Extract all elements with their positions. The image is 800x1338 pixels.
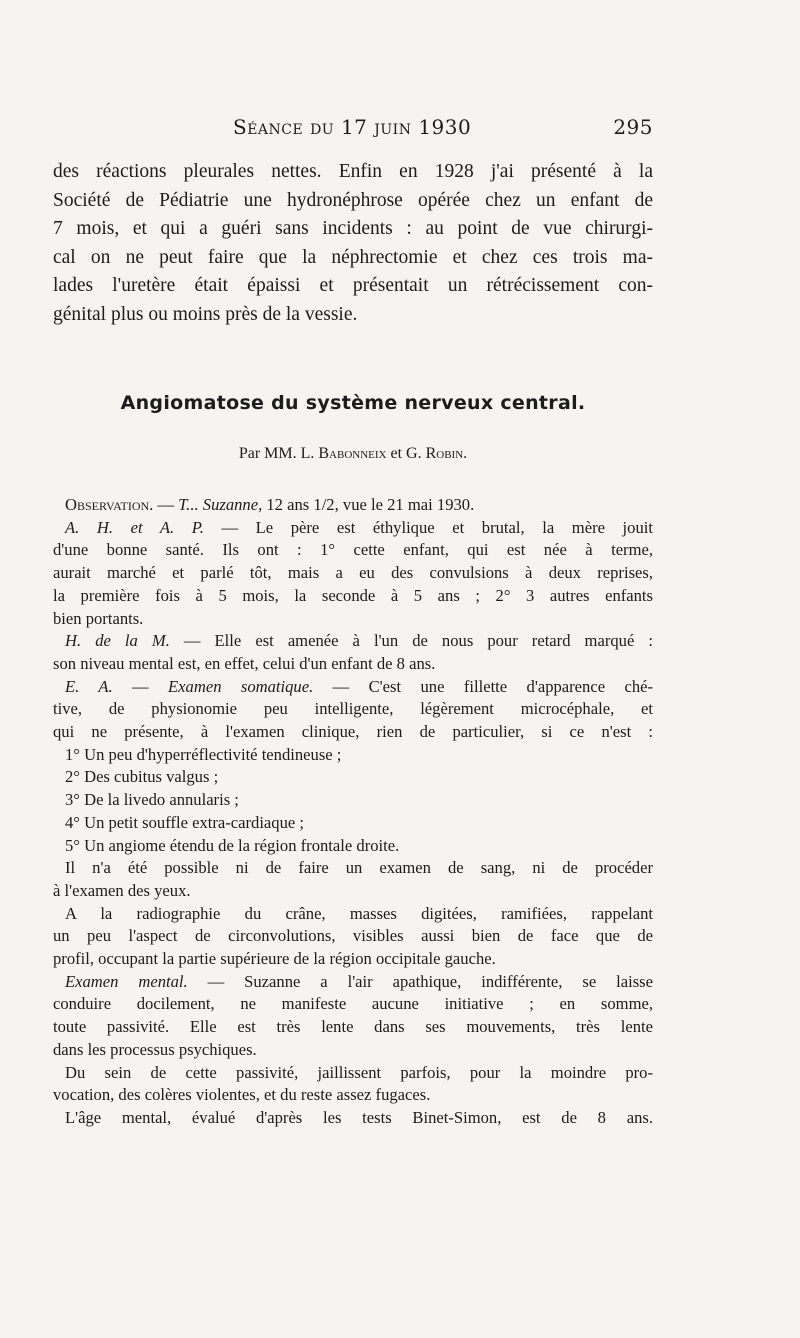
- ahap-line: bien portants.: [53, 608, 144, 628]
- ea-item: 1° Un peu d'hyperréflectivité tendineuse ;: [65, 744, 342, 764]
- ahap-text: — Le père est éthylique et brutal, la mère jouit: [203, 517, 653, 537]
- ea-item: 3° De la livedo annularis ;: [65, 790, 239, 810]
- section-title: Angiomatose du système nerveux central.: [120, 392, 586, 414]
- ea-item: 5° Un angiome étendu de la région frontale droite.: [65, 835, 400, 855]
- ea-label: E. A.: [65, 676, 113, 696]
- intro-line: des réactions pleurales nettes. Enfin en 1928 j'ai présenté à la: [53, 161, 653, 182]
- patient-name: T... Suzanne,: [178, 495, 263, 514]
- radio-line: A la radiographie du crâne, masses digitées, ramifiées, rappelant: [65, 903, 653, 923]
- authors-mid: et G.: [390, 445, 422, 462]
- intro-line: 7 mois, et qui a guéri sans incidents : au point de vue chirurgi-: [53, 218, 653, 239]
- ea-line: qui ne présente, à l'examen clinique, rien de particulier, si ce n'est :: [53, 722, 653, 742]
- mental-line: [53, 971, 653, 994]
- intro-line: cal on ne peut faire que la néphrectomie et chez ces trois ma-: [53, 246, 653, 268]
- intro-line: lades l'uretère était épaissi et présentait un rétrécissement con-: [53, 275, 653, 296]
- ea-text: — C'est une fillette d'apparence ché-: [313, 676, 654, 696]
- observation-line: [53, 494, 653, 517]
- header-title: [233, 115, 471, 139]
- ahap-line: aurait marché et parlé tôt, mais a eu des convulsions à deux reprises,: [53, 563, 653, 583]
- mental-label: Examen mental.: [65, 971, 188, 991]
- ahap-label: A. H. et A. P.: [65, 517, 204, 537]
- ahap-line: la première fois à 5 mois, la seconde à 5 ans ; 2° 3 autres enfants: [53, 585, 653, 605]
- author-robin: Robin.: [425, 445, 468, 462]
- passivity-line: Du sein de cette passivité, jaillissent parfois, pour la moindre pro-: [65, 1062, 653, 1082]
- header-day: 17: [340, 115, 368, 139]
- passivity-line: vocation, des colères violentes, et du reste assez fugaces.: [53, 1085, 431, 1105]
- authors-prefix: Par MM. L.: [238, 445, 315, 462]
- hdlm-label: H. de la M.: [65, 631, 170, 651]
- exam-line: Il n'a été possible ni de faire un examen de sang, ni de procéder: [65, 858, 653, 878]
- hdlm-line: [53, 630, 653, 653]
- observation-dash: —: [153, 495, 179, 514]
- ahap-line: [53, 517, 653, 540]
- ea-subtitle: Examen somatique.: [168, 676, 314, 696]
- mental-line: toute passivité. Elle est très lente dans ses mouvements, très lente: [53, 1017, 653, 1037]
- authors-line: [53, 445, 653, 463]
- header-month: juin: [374, 115, 412, 139]
- ea-dash: —: [112, 676, 169, 696]
- mental-line: conduire docilement, ne manifeste aucune initiative ; en somme,: [53, 994, 653, 1014]
- observation-body: [53, 494, 653, 1130]
- hdlm-text: — Elle est amenée à l'un de nous pour retard marqué :: [169, 631, 653, 651]
- observation-rest: 12 ans 1/2, vue le 21 mai 1930.: [262, 495, 475, 514]
- ea-line: tive, de physionomie peu intelligente, légèrement microcéphale, et: [53, 699, 653, 719]
- ea-item: 2° Des cubitus valgus ;: [65, 767, 219, 787]
- intro-line: génital plus ou moins près de la vessie.: [53, 303, 358, 325]
- header-year: 1930: [418, 115, 472, 139]
- intro-paragraph: [53, 158, 653, 329]
- mental-text: — Suzanne a l'air apathique, indifférente, se laisse: [187, 971, 653, 991]
- radio-line: un peu l'aspect de circonvolutions, visibles aussi bien de face que de: [53, 926, 653, 946]
- exam-line: à l'examen des yeux.: [53, 880, 191, 900]
- author-babonneix: Babonneix: [318, 445, 387, 462]
- ea-item: 4° Un petit souffle extra-cardiaque ;: [65, 812, 305, 832]
- intro-line: Société de Pédiatrie une hydronéphrose opérée chez un enfant de: [53, 189, 653, 211]
- mental-line: dans les processus psychiques.: [53, 1039, 257, 1059]
- page-number: 295: [613, 115, 653, 139]
- ea-line: [53, 676, 653, 699]
- ahap-line: d'une bonne santé. Ils ont : 1° cette enfant, qui est née à terme,: [53, 540, 653, 560]
- observation-label: Observation.: [65, 495, 154, 514]
- running-header: [53, 115, 653, 145]
- header-seance-du: Séance du: [233, 115, 335, 139]
- hdlm-line: son niveau mental est, en effet, celui d'un enfant de 8 ans.: [53, 653, 436, 673]
- age-line: L'âge mental, évalué d'après les tests Binet-Simon, est de 8 ans.: [65, 1107, 653, 1127]
- radio-line: profil, occupant la partie supérieure de la région occipitale gauche.: [53, 949, 496, 969]
